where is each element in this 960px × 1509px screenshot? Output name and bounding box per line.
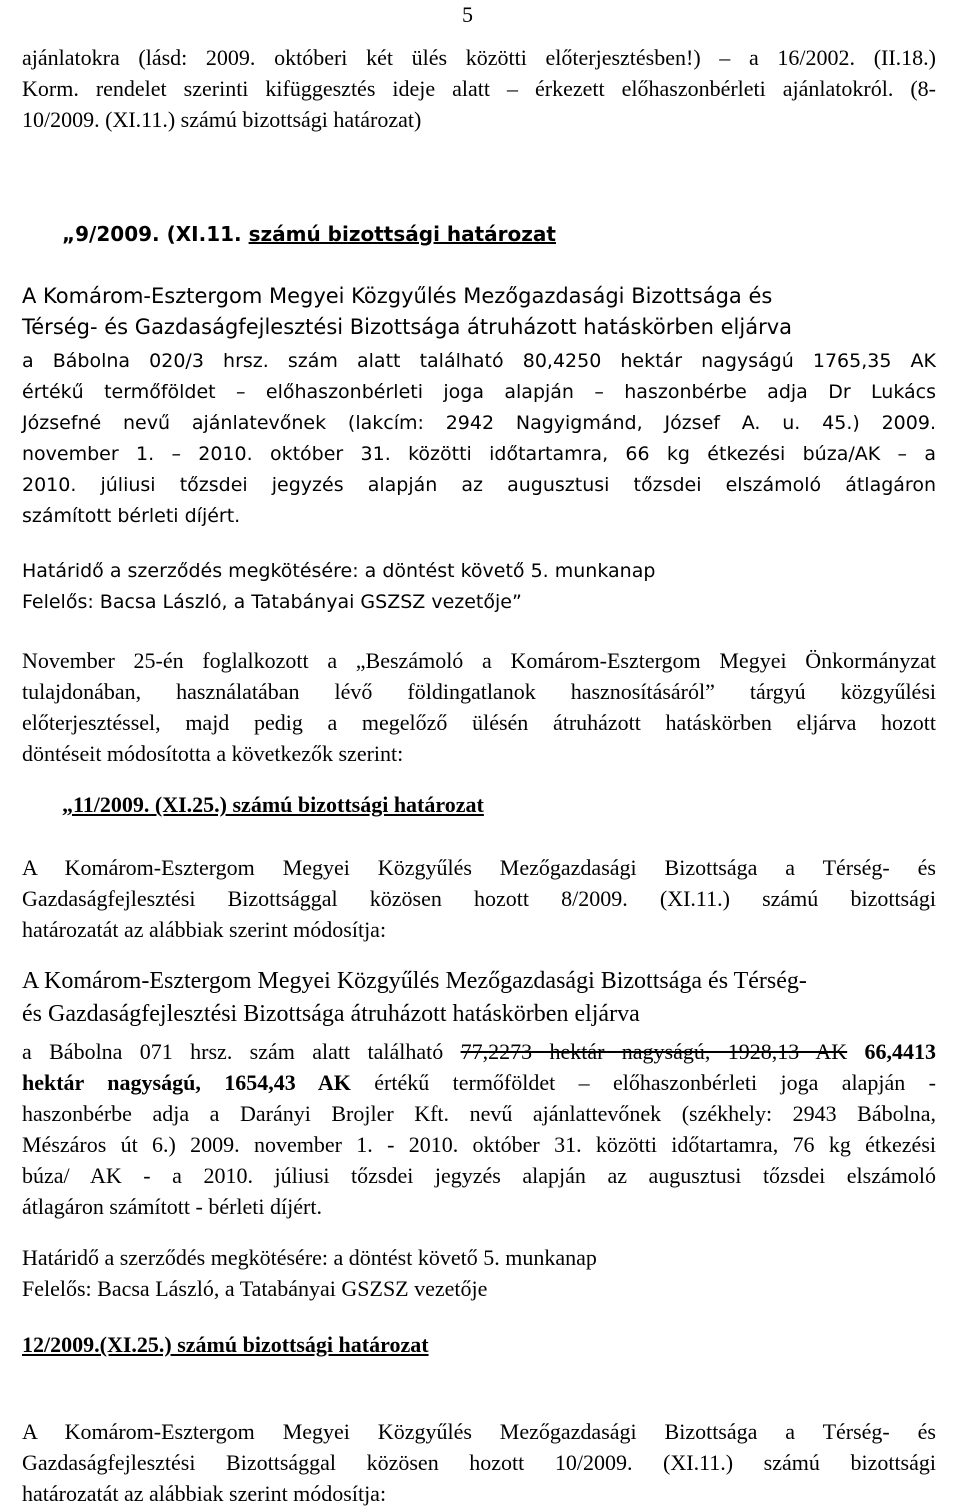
paragraph-line: November 25-én foglalkozott a „Beszámoló a Komárom-Esztergom Megyei Önkormányzat [22, 648, 936, 673]
bold-text: 66,4413 [847, 1039, 937, 1064]
paragraph-line [22, 1036, 936, 1067]
resolution-11-intro [22, 852, 936, 945]
resolution-9-heading-title: számú bizottsági határozat [248, 222, 556, 246]
intro-line: 10/2009. (XI.11.) számú bizottsági határozat) [22, 107, 422, 132]
resolution-9-footer [22, 556, 936, 618]
responsible-text: Felelős: Bacsa László, a Tatabányai GSZSZ vezetője [22, 1276, 488, 1301]
deadline-text: Határidő a szerződés megkötésére: a döntést követő 5. munkanap [22, 560, 656, 582]
november-paragraph [22, 645, 936, 769]
paragraph-line: haszonbérbe adja a Darányi Brojler Kft. nevű ajánlattevőnek (székhely: 2943 Bábolna, [22, 1101, 936, 1126]
intro-paragraph [22, 42, 936, 135]
paragraph-line: előterjesztéssel, majd pedig a megelőző ülésén átruházott hatáskörben eljárva hozott [22, 710, 936, 735]
paragraph-line: Józsefné nevű ajánlatevőnek (lakcím: 2942 Nagyigmánd, József A. u. 45.) 2009. [22, 412, 936, 434]
paragraph-line [22, 1067, 936, 1098]
resolution-9-paragraph [22, 346, 936, 532]
body-line: A Komárom-Esztergom Megyei Közgyűlés Mezőgazdasági Bizottsága és [22, 284, 773, 308]
bold-text: hektár nagyságú, 1654,43 AK [22, 1070, 351, 1095]
paragraph-line: átlagáron számított - bérleti díjért. [22, 1194, 322, 1219]
resolution-11-heading: „11/2009. (XI.25.) számú bizottsági határozat [62, 792, 484, 817]
page-number: 5 [462, 2, 473, 27]
struck-text: 77,2273 hektár nagyságú, 1928,13 AK [460, 1039, 848, 1064]
resolution-11-paragraph [22, 1036, 936, 1222]
paragraph-line: döntéseit módosította a következők szerint: [22, 741, 404, 766]
paragraph-line: A Komárom-Esztergom Megyei Közgyűlés Mezőgazdasági Bizottsága a Térség- és [22, 1419, 936, 1444]
resolution-12-intro [22, 1416, 936, 1509]
resolution-9-body [22, 281, 936, 343]
resolution-9-heading [62, 222, 556, 246]
paragraph-line: határozatát az alábbiak szerint módosítja: [22, 917, 387, 942]
intro-line: ajánlatokra (lásd: 2009. októberi két ülés közötti előterjesztésben!) – a 16/2002. (II.18.) [22, 45, 936, 70]
body-line: és Gazdaságfejlesztési Bizottsága átruházott hatáskörben eljárva [22, 1001, 640, 1027]
paragraph-line: határozatát az alábbiak szerint módosítja: [22, 1481, 387, 1506]
intro-line: Korm. rendelet szerinti kifüggesztés ideje alatt – érkezett előhaszonbérleti ajánlatokról. (8- [22, 76, 936, 101]
paragraph-line: Gazdaságfejlesztési Bizottsággal közösen hozott 10/2009. (XI.11.) számú bizottsági [22, 1450, 936, 1475]
paragraph-line: számított bérleti díjért. [22, 505, 241, 527]
paragraph-line: búza/ AK - a 2010. júliusi tőzsdei jegyzés alapján az augusztusi tőzsdei elszámoló [22, 1163, 936, 1188]
body-line: Térség- és Gazdaságfejlesztési Bizottsága átruházott hatáskörben eljárva [22, 315, 793, 339]
paragraph-text: értékű termőföldet – előhaszonbérleti joga alapján - [350, 1070, 937, 1095]
paragraph-line: tulajdonában, használatában lévő földingatlanok hasznosításáról” tárgyú közgyűlési [22, 679, 936, 704]
resolution-11-footer [22, 1242, 936, 1304]
paragraph-line: A Komárom-Esztergom Megyei Közgyűlés Mezőgazdasági Bizottsága a Térség- és [22, 855, 936, 880]
responsible-text: Felelős: Bacsa László, a Tatabányai GSZSZ vezetője” [22, 591, 522, 613]
paragraph-line: 2010. júliusi tőzsdei jegyzés alapján az augusztusi tőzsdei elszámoló átlagáron [22, 474, 936, 496]
resolution-12-heading: 12/2009.(XI.25.) számú bizottsági határozat [22, 1332, 429, 1357]
paragraph-line: Mészáros út 6.) 2009. november 1. - 2010. október 31. közötti időtartamra, 76 kg étkezési [22, 1132, 936, 1157]
paragraph-line: november 1. – 2010. október 31. közötti időtartamra, 66 kg étkezési búza/AK – a [22, 443, 936, 465]
paragraph-line: Gazdaságfejlesztési Bizottsággal közösen hozott 8/2009. (XI.11.) számú bizottsági [22, 886, 936, 911]
resolution-11-body [22, 965, 936, 1031]
paragraph-line: értékű termőföldet – előhaszonbérleti joga alapján – haszonbérbe adja Dr Lukács [22, 381, 936, 403]
body-line: A Komárom-Esztergom Megyei Közgyűlés Mezőgazdasági Bizottsága és Térség- [22, 968, 807, 994]
paragraph-line: a Bábolna 020/3 hrsz. szám alatt található 80,4250 hektár nagyságú 1765,35 AK [22, 350, 936, 372]
deadline-text: Határidő a szerződés megkötésére: a döntést követő 5. munkanap [22, 1245, 597, 1270]
paragraph-text: a Bábolna 071 hrsz. szám alatt található [22, 1039, 461, 1064]
resolution-9-heading-prefix: „9/2009. (XI.11. [62, 222, 249, 246]
